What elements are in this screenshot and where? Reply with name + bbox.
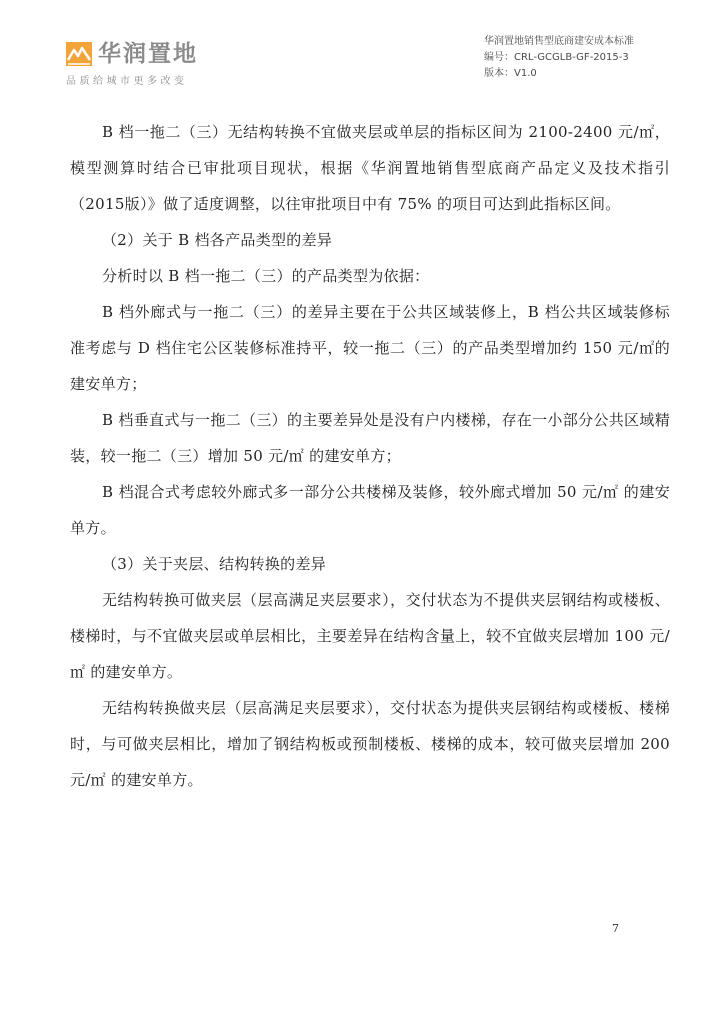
- logo-name: 华润置地: [98, 41, 198, 67]
- paragraph: B 档混合式考虑较外廊式多一部分公共楼梯及装修，较外廊式增加 50 元/㎡ 的建安单方。: [70, 483, 670, 537]
- logo-mark-icon: [66, 42, 92, 66]
- section-heading: （3）关于夹层、结构转换的差异: [102, 555, 327, 573]
- page-number: 7: [612, 922, 619, 935]
- paragraph: B 档一拖二（三）无结构转换不宜做夹层或单层的指标区间为 2100-2400 元/㎡，模型测算时结合已审批项目现状，根据《华润置地销售型底商产品定义及技术指引（2015版）》做了适度调整，以往审批项目中有 75% 的项目可达到此指标区间。: [70, 123, 670, 213]
- section-heading: （2）关于 B 档各产品类型的差异: [102, 231, 333, 249]
- document-version: 版本：V1.0: [484, 68, 537, 79]
- document-info: [484, 34, 684, 82]
- paragraph: B 档外廊式与一拖二（三）的差异主要在于公共区域装修上，B 档公共区域装修标准考虑与 D 档住宅公区装修标准持平，较一拖二（三）的产品类型增加约 150 元/㎡的建安单方；: [70, 303, 670, 393]
- paragraph: 无结构转换做夹层（层高满足夹层要求），交付状态为提供夹层钢结构或楼板、楼梯时，与可做夹层相比，增加了钢结构板或预制楼板、楼梯的成本，较可做夹层增加 200 元/㎡ 的建安单方。: [70, 699, 670, 789]
- paragraph: 分析时以 B 档一拖二（三）的产品类型为依据：: [102, 267, 430, 285]
- page-header: [0, 0, 724, 100]
- company-logo: [66, 40, 296, 90]
- logo-slogan: 品质给城市更多改变: [66, 76, 188, 87]
- document-title: 华润置地销售型底商建安成本标准: [484, 36, 634, 47]
- document-body: [70, 114, 670, 798]
- document-code: 编号：CRL-GCGLB-GF-2015-3: [484, 52, 629, 63]
- paragraph: 无结构转换可做夹层（层高满足夹层要求），交付状态为不提供夹层钢结构或楼板、楼梯时，与不宜做夹层或单层相比，主要差异在结构含量上，较不宜做夹层增加 100 元/㎡ 的建安单方。: [70, 591, 670, 681]
- paragraph: B 档垂直式与一拖二（三）的主要差异处是没有户内楼梯，存在一小部分公共区域精装，较一拖二（三）增加 50 元/㎡ 的建安单方；: [70, 411, 670, 465]
